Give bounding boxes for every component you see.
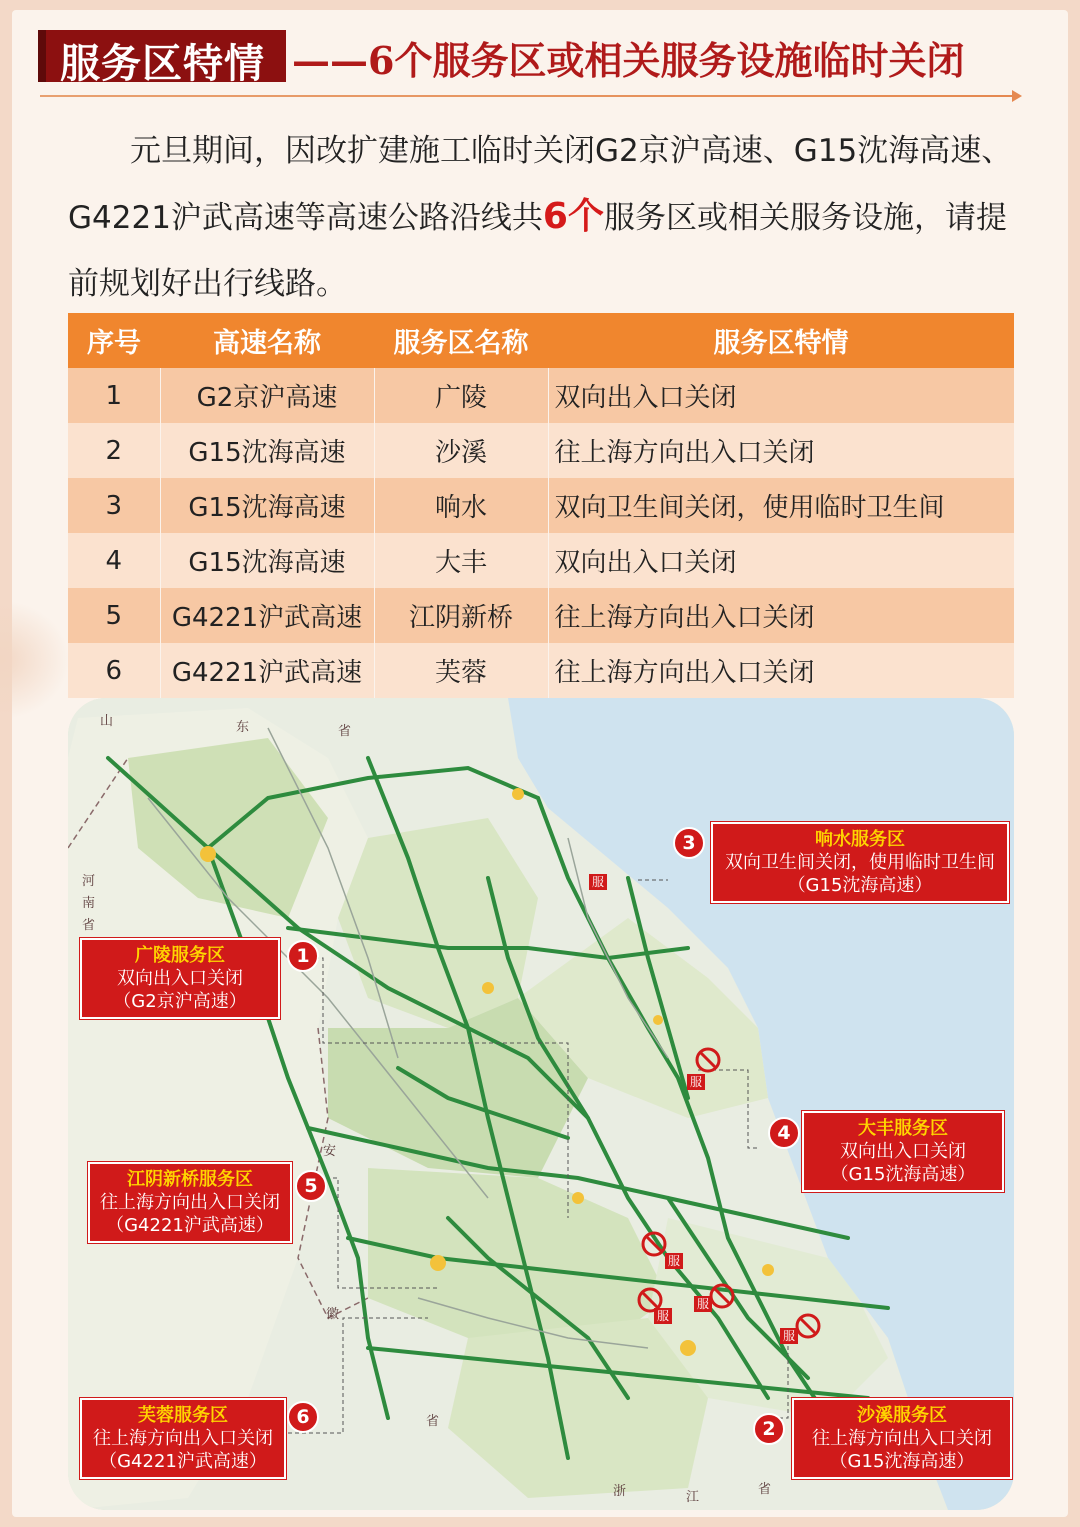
intro-paragraph	[68, 118, 1018, 317]
col-header-status: 服务区特情	[548, 313, 1014, 368]
service-marker-icon: 服	[694, 1296, 712, 1312]
cell-service-area: 江阴新桥	[374, 588, 548, 643]
cell-status: 往上海方向出入口关闭	[548, 423, 1014, 478]
callout-line: （G4221沪武高速）	[99, 1451, 267, 1472]
province-label: 浙	[613, 1484, 627, 1499]
table-row	[68, 588, 1014, 643]
callout-line: （G15沈海高速）	[787, 875, 933, 896]
callout-number-badge: 3	[673, 827, 705, 859]
province-label: 省	[426, 1414, 440, 1429]
callout-dafeng	[802, 1111, 1004, 1192]
service-marker-icon: 服	[687, 1074, 705, 1090]
cell-status: 双向出入口关闭	[548, 533, 1014, 588]
table-row	[68, 368, 1014, 423]
table-row	[68, 423, 1014, 478]
service-area-table	[68, 313, 1014, 698]
callout-shaxi	[792, 1398, 1012, 1479]
callout-number-badge: 4	[768, 1117, 800, 1149]
cell-service-area: 沙溪	[374, 423, 548, 478]
callout-furong	[80, 1398, 286, 1479]
intro-highlight: 6个	[542, 196, 604, 237]
cell-status: 往上海方向出入口关闭	[548, 643, 1014, 698]
callout-number-badge: 1	[287, 940, 319, 972]
cell-highway: G15沈海高速	[160, 478, 374, 533]
header-divider	[40, 95, 1015, 97]
cell-index: 6	[68, 643, 160, 698]
service-marker-icon: 服	[654, 1308, 672, 1324]
highway-map	[68, 698, 1014, 1510]
callout-number-badge: 2	[753, 1413, 785, 1445]
callout-line: （G15沈海高速）	[830, 1164, 976, 1185]
table-row	[68, 478, 1014, 533]
cell-highway: G15沈海高速	[160, 423, 374, 478]
cell-index: 1	[68, 368, 160, 423]
callout-title: 江阴新桥服务区	[127, 1169, 253, 1190]
province-label: 江	[686, 1490, 700, 1505]
callout-jiangyin-xinqiao	[88, 1162, 292, 1243]
cell-service-area: 大丰	[374, 533, 548, 588]
section-tag	[38, 30, 286, 87]
callout-line: （G4221沪武高速）	[106, 1215, 274, 1236]
service-marker-icon: 服	[665, 1253, 683, 1269]
table-row	[68, 643, 1014, 698]
cell-index: 5	[68, 588, 160, 643]
col-header-highway: 高速名称	[160, 313, 374, 368]
map-graphic	[68, 698, 1014, 1510]
cell-status: 往上海方向出入口关闭	[548, 588, 1014, 643]
service-marker-icon: 服	[780, 1328, 798, 1344]
province-label: 南	[82, 896, 96, 911]
callout-title: 芙蓉服务区	[138, 1405, 228, 1426]
cell-status: 双向出入口关闭	[548, 368, 1014, 423]
callout-xiangshui	[711, 822, 1009, 903]
cell-index: 2	[68, 423, 160, 478]
province-label: 山	[100, 714, 114, 729]
callout-line: （G2京沪高速）	[113, 991, 247, 1012]
province-label: 河	[82, 874, 96, 889]
cell-service-area: 芙蓉	[374, 643, 548, 698]
callout-line: 双向出入口关闭	[117, 968, 243, 989]
service-marker-icon: 服	[589, 874, 607, 890]
cell-index: 3	[68, 478, 160, 533]
cell-highway: G4221沪武高速	[160, 588, 374, 643]
callout-line: 往上海方向出入口关闭	[812, 1428, 992, 1449]
cell-highway: G2京沪高速	[160, 368, 374, 423]
province-label: 安	[323, 1144, 337, 1159]
province-label: 徽	[326, 1307, 340, 1322]
intro-text-2: 服务区或相关服务设施，请提前规划好出行线路。	[68, 200, 1007, 302]
table-header-row	[68, 313, 1014, 368]
callout-title: 沙溪服务区	[857, 1405, 947, 1426]
cell-service-area: 响水	[374, 478, 548, 533]
table-row	[68, 533, 1014, 588]
decorative-swirl	[0, 600, 70, 720]
callout-line: 双向出入口关闭	[840, 1141, 966, 1162]
section-tag-label: 服务区特情	[60, 41, 265, 87]
callout-line: （G15沈海高速）	[829, 1451, 975, 1472]
callout-guangling	[80, 938, 280, 1019]
cell-index: 4	[68, 533, 160, 588]
col-header-service-area: 服务区名称	[374, 313, 548, 368]
intro-text-1: 元旦期间，因改扩建施工临时关闭G2京沪高速、G15沈海高速、G4221沪武高速等高速公路沿线共	[68, 133, 1013, 236]
callout-title: 广陵服务区	[135, 945, 225, 966]
cell-highway: G15沈海高速	[160, 533, 374, 588]
callout-title: 大丰服务区	[858, 1118, 948, 1139]
province-label: 省	[758, 1482, 772, 1497]
callout-line: 双向卫生间关闭，使用临时卫生间	[725, 852, 995, 873]
callout-number-badge: 6	[287, 1401, 319, 1433]
province-label: 省	[338, 724, 352, 739]
cell-status: 双向卫生间关闭，使用临时卫生间	[548, 478, 1014, 533]
col-header-index: 序号	[68, 313, 160, 368]
province-label: 省	[82, 918, 96, 933]
callout-line: 往上海方向出入口关闭	[100, 1192, 280, 1213]
divider-arrow-icon	[1012, 90, 1022, 102]
province-label: 东	[236, 720, 250, 735]
cell-service-area: 广陵	[374, 368, 548, 423]
cell-highway: G4221沪武高速	[160, 643, 374, 698]
callout-number-badge: 5	[295, 1170, 327, 1202]
callout-title: 响水服务区	[815, 829, 905, 850]
section-subtitle: ——6个服务区或相关服务设施临时关闭	[292, 38, 965, 83]
callout-line: 往上海方向出入口关闭	[93, 1428, 273, 1449]
